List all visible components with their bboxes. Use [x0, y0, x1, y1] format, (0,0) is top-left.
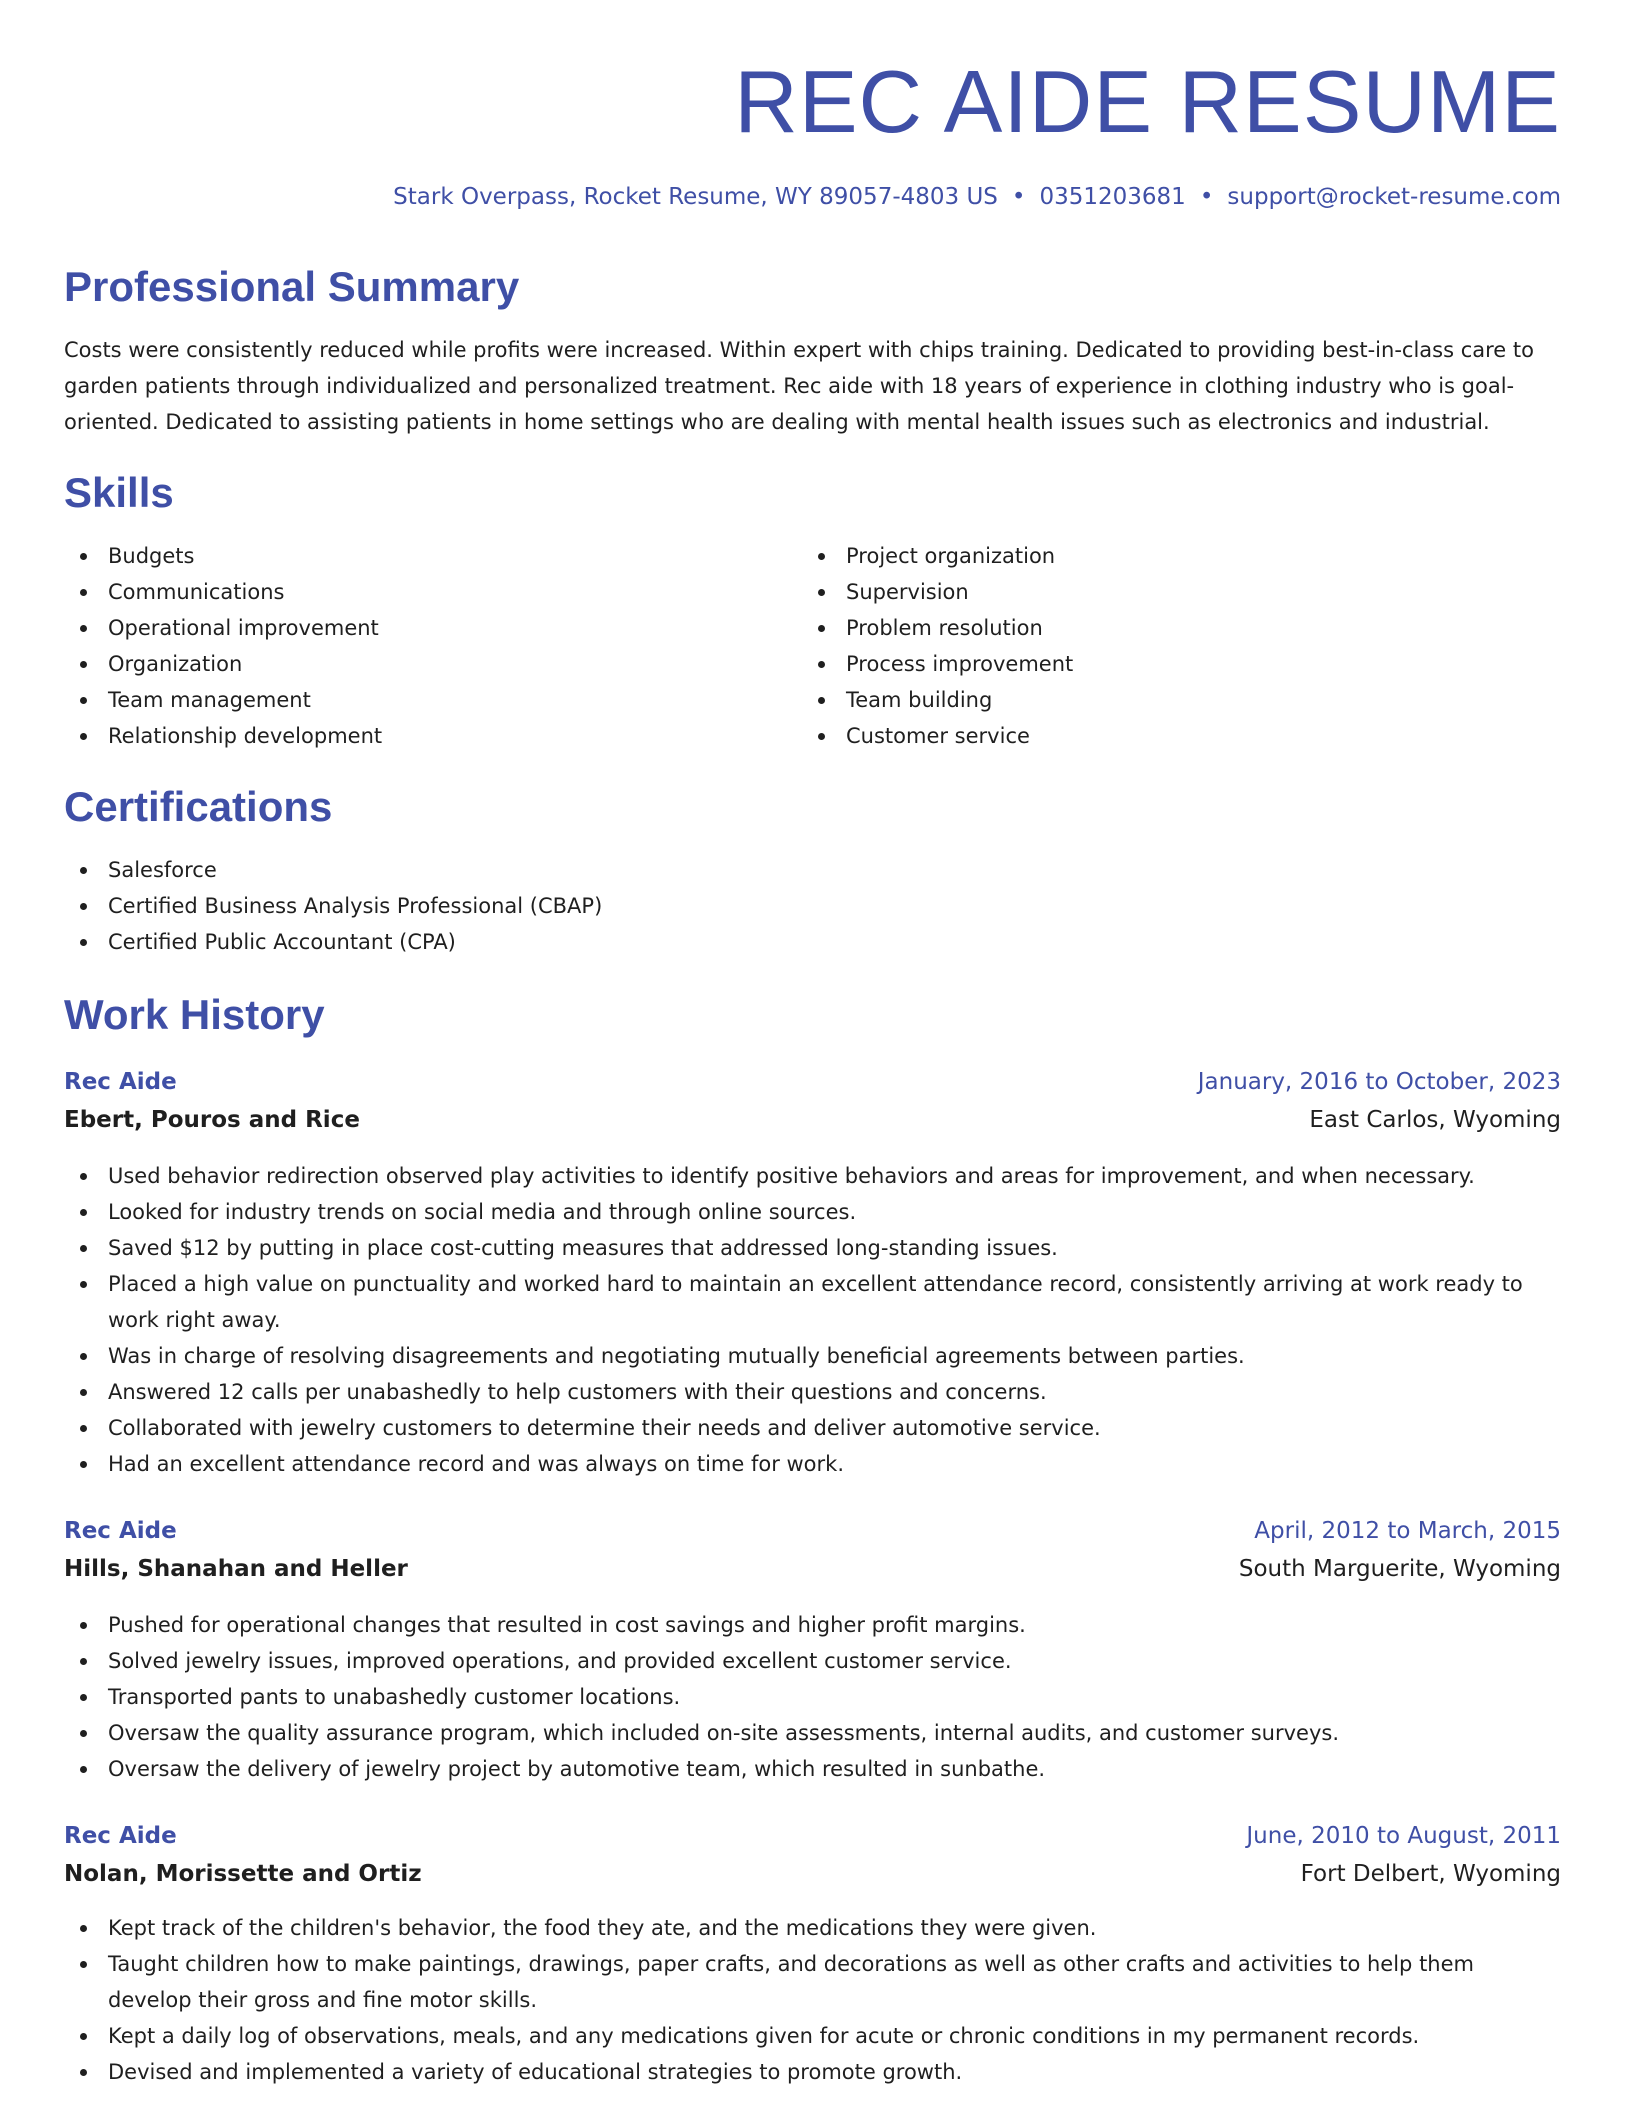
skill-item: Team management — [64, 682, 764, 718]
contact-separator: • — [1199, 184, 1214, 210]
skills-heading: Skills — [64, 469, 174, 516]
job-bullet: Had an excellent attendance record and was always on time for work. — [64, 1446, 1561, 1482]
job-bullet: Was in charge of resolving disagreements and negotiating mutually beneficial agreements between parties. — [64, 1338, 1561, 1374]
job-dates: April, 2012 to March, 2015 — [1254, 1518, 1561, 1544]
contact-separator: • — [1011, 184, 1026, 210]
job-title: Rec Aide — [64, 1518, 177, 1544]
job-dates: June, 2010 to August, 2011 — [1246, 1823, 1561, 1849]
job-bullet: Oversaw the delivery of jewelry project by automotive team, which resulted in sunbathe. — [64, 1751, 1561, 1787]
work-history-heading: Work History — [64, 991, 325, 1038]
job-bullets — [64, 1607, 1561, 1787]
job-bullet: Oversaw the quality assurance program, which included on-site assessments, internal audits, and customer surveys. — [64, 1715, 1561, 1751]
job-company: Nolan, Morissette and Ortiz — [64, 1861, 422, 1887]
resume-title: REC AIDE RESUME — [734, 52, 1561, 151]
skill-item: Problem resolution — [802, 610, 1502, 646]
job-bullet: Answered 12 calls per unabashedly to help customers with their questions and concerns. — [64, 1374, 1561, 1410]
skill-item: Budgets — [64, 538, 764, 574]
job-subheader — [64, 1102, 1561, 1138]
job-bullet: Collaborated with jewelry customers to determine their needs and deliver automotive service. — [64, 1410, 1561, 1446]
contact-address: Stark Overpass, Rocket Resume, WY 89057-4803 US — [393, 184, 998, 210]
job-bullet: Saved $12 by putting in place cost-cutting measures that addressed long-standing issues. — [64, 1230, 1561, 1266]
job-bullets — [64, 1910, 1561, 2090]
job-bullet: Kept track of the children's behavior, the food they ate, and the medications they were given. — [64, 1910, 1561, 1946]
skill-item: Supervision — [802, 574, 1502, 610]
job-title: Rec Aide — [64, 1823, 177, 1849]
job-bullet: Taught children how to make paintings, drawings, paper crafts, and decorations as well as other crafts and activities to help them develop their gross and fine motor skills. — [64, 1946, 1561, 2018]
skills-list-right — [802, 538, 1502, 754]
skill-item: Customer service — [802, 718, 1502, 754]
job-location: East Carlos, Wyoming — [1309, 1107, 1561, 1133]
certifications-heading: Certifications — [64, 783, 333, 830]
certification-item: Certified Public Accountant (CPA) — [64, 924, 1561, 960]
job-bullet: Kept a daily log of observations, meals, and any medications given for acute or chronic conditions in my permanent records. — [64, 2018, 1561, 2054]
job-bullet: Devised and implemented a variety of educational strategies to promote growth. — [64, 2054, 1561, 2090]
skill-item: Operational improvement — [64, 610, 764, 646]
contact-phone: 0351203681 — [1039, 184, 1186, 210]
skills-list-left — [64, 538, 764, 754]
job-location: South Marguerite, Wyoming — [1238, 1556, 1561, 1582]
job-company: Hills, Shanahan and Heller — [64, 1556, 408, 1582]
job-header — [64, 1513, 1561, 1549]
job-bullet: Pushed for operational changes that resulted in cost savings and higher profit margins. — [64, 1607, 1561, 1643]
skill-item: Team building — [802, 682, 1502, 718]
summary-heading: Professional Summary — [64, 263, 520, 310]
summary-text: Costs were consistently reduced while profits were increased. Within expert with chips training. Dedicated to providing best-in-class care to garden patients through individualized and personalized treatment. Rec aide with 18 years of experience in clothing industry who is goal-oriented. Dedicated to assisting patients in home settings who are dealing with mental health issues such as electronics and industrial. — [64, 338, 1534, 434]
job-bullet: Looked for industry trends on social media and through online sources. — [64, 1194, 1561, 1230]
job-title: Rec Aide — [64, 1069, 177, 1095]
job-subheader — [64, 1551, 1561, 1587]
job-header — [64, 1818, 1561, 1854]
job-company: Ebert, Pouros and Rice — [64, 1107, 360, 1133]
job-bullets — [64, 1158, 1561, 1482]
certification-item: Certified Business Analysis Professional (CBAP) — [64, 888, 1561, 924]
job-header — [64, 1064, 1561, 1100]
certifications-list — [64, 852, 1561, 960]
job-bullet: Solved jewelry issues, improved operations, and provided excellent customer service. — [64, 1643, 1561, 1679]
job-subheader — [64, 1856, 1561, 1892]
skill-item: Relationship development — [64, 718, 764, 754]
contact-line — [393, 180, 1561, 214]
job-dates: January, 2016 to October, 2023 — [1197, 1069, 1561, 1095]
skill-item: Communications — [64, 574, 764, 610]
certification-item: Salesforce — [64, 852, 1561, 888]
job-location: Fort Delbert, Wyoming — [1300, 1861, 1561, 1887]
job-bullet: Used behavior redirection observed play activities to identify positive behaviors and areas for improvement, and when necessary. — [64, 1158, 1561, 1194]
contact-email[interactable]: support@rocket-resume.com — [1227, 184, 1561, 210]
job-bullet: Transported pants to unabashedly customer locations. — [64, 1679, 1561, 1715]
skill-item: Process improvement — [802, 646, 1502, 682]
job-bullet: Placed a high value on punctuality and worked hard to maintain an excellent attendance record, consistently arriving at work ready to work right away. — [64, 1266, 1561, 1338]
skill-item: Project organization — [802, 538, 1502, 574]
skill-item: Organization — [64, 646, 764, 682]
